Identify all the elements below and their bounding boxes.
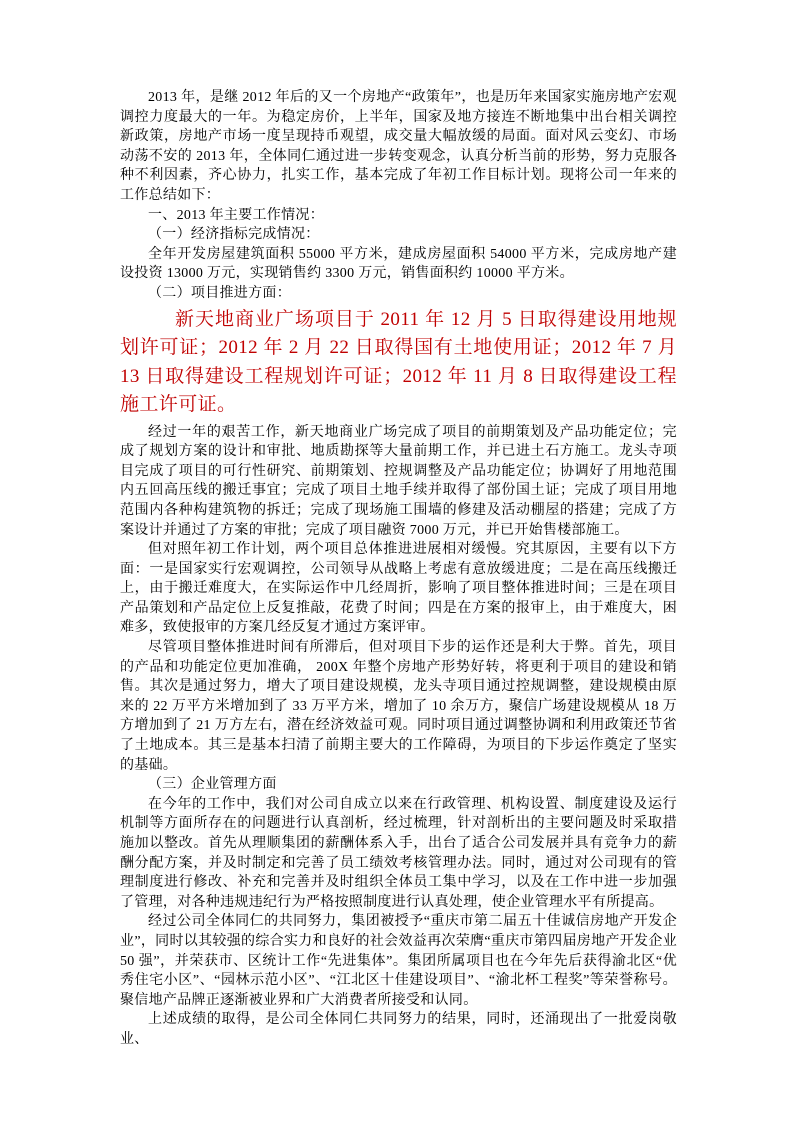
intro-paragraph: 2013 年，是继 2012 年后的又一个房地产“政策年”，也是历年来国家实施房地产宏观调控力度最大的一年。为稳定房价，上半年，国家及地方接连不断地集中出台相关调控新政策，房地产市场一度呈现持币观望，成交量大幅放缓的局面。面对风云变幻、市场动荡不安的 2013 年，全体同仁通过进一步转变观念，认真分析当前的形势，努力克服各种不利因素，齐心协力，扎实工作，基本完成了年初工作目标计划。现将公司一年来的工作总结如下： (120, 90, 677, 203)
paragraph-closing: 上述成绩的取得，是公司全体同仁共同努力的结果，同时，还涌现出了一批爱岗敬业、 (120, 1012, 677, 1047)
subheading-enterprise-management: （三）企业管理方面 (148, 777, 277, 793)
paragraph-company-honors: 经过公司全体同仁的共同努力，集团被授予“重庆市第二届五十佳诚信房地产开发企业”，同时以其较强的综合实力和良好的社会效益再次荣膺“重庆市第四届房地产开发企业 50 强”，并荣获市、区统计工作“先进集体”。集团所属项目也在今年先后获得渝北区“优秀住宅小区”、“园林示范小区”、“江北区十佳建设项目”、“渝北杯工程奖”等荣誉称号。聚信地产品牌正逐渐被业界和广大消费者所接受和认同。 (120, 914, 677, 1008)
paragraph-economic-indicators: 全年开发房屋建筑面积 55000 平方米，建成房屋面积 54000 平方米，完成房地产建设投资 13000 万元，实现销售约 3300 万元，销售面积约 10000 平方米。 (120, 246, 677, 282)
document-content (120, 88, 677, 1050)
heading-main-work-overview: 一、2013 年主要工作情况： (148, 207, 324, 223)
paragraph-management-measures: 在今年的工作中，我们对公司自成立以来在行政管理、机构设置、制度建设及运行机制等方面所存在的问题进行认真剖析，经过梳理，针对剖析出的主要问题及时采取措施加以整改。首先从理顺集团的薪酬体系入手，出台了适合公司发展并具有竞争力的薪酬分配方案，并及时制定和完善了员工绩效考核管理办法。同时，通过对公司现有的管理制度进行修改、补充和完善并及时组织全体员工集中学习，以及在工作中进一步加强了管理，对各种违规违纪行为严格按照制度进行认真处理，使企业管理水平有所提高。 (120, 796, 677, 910)
subheading-economic-indicators: （一）经济指标完成情况： (148, 227, 320, 243)
paragraph-delay-reasons: 但对照年初工作计划，两个项目总体推进进展相对缓慢。究其原因，主要有以下方面：一是国家实行宏观调控，公司领导从战略上考虑有意放缓进度；二是在高压线搬迁上，由于搬迁难度大，在实际运作中几经周折，影响了项目整体推进时间；三是在项目产品策划和产品定位上反复推敲，花费了时间；四是在方案的报审上，由于难度大，困难多，致使报审的方案几经反复才通过方案评审。 (120, 542, 677, 636)
paragraph-delay-benefits: 尽管项目整体推进时间有所滞后，但对项目下步的运作还是利大于弊。首先，项目的产品和功能定位更加准确， 200X 年整个房地产形势好转，将更利于项目的建设和销售。其次是通过努力，增大了项目建设规模，龙头寺项目通过控规调整，建设规模由原来的 22 万平方米增加到了 33 万平方米，增加了 10 余万方，聚信广场建设规模从 18 万方增加到了 21 万方左右，潜在经济效益可观。同时项目通过调整协调和利用政策还节省了土地成本。其三是基本扫清了前期主要大的工作障碍，为项目的下步运作奠定了坚实的基础。 (120, 640, 677, 773)
subheading-project-progress: （二）项目推进方面： (148, 285, 291, 301)
paragraph-project-work-completed: 经过一年的艰苦工作，新天地商业广场完成了项目的前期策划及产品功能定位；完成了规划方案的设计和审批、地质勘探等大量前期工作，并已进土石方施工。龙头寺项目完成了项目的可行性研究、前期策划、控规调整及产品功能定位；协调好了用地范围内五回高压线的搬迁事宜；完成了项目土地手续并取得了部份国土证；完成了项目用地范围内各种构建筑物的拆迁；完成了现场施工围墙的修建及活动棚屋的搭建；完成了方案设计并通过了方案的审批；完成了项目融资 7000 万元，并已开始售楼部施工。 (120, 424, 677, 538)
highlight-paragraph-permits: 新天地商业广场项目于 2011 年 12 月 5 日取得建设用地规划许可证；2012 年 2 月 22 日取得国有土地使用证；2012 年 7 月 13 日取得建设工程规划许可证；2012 年 11 月 8 日取得建设工程施工许可证。 (120, 308, 677, 416)
